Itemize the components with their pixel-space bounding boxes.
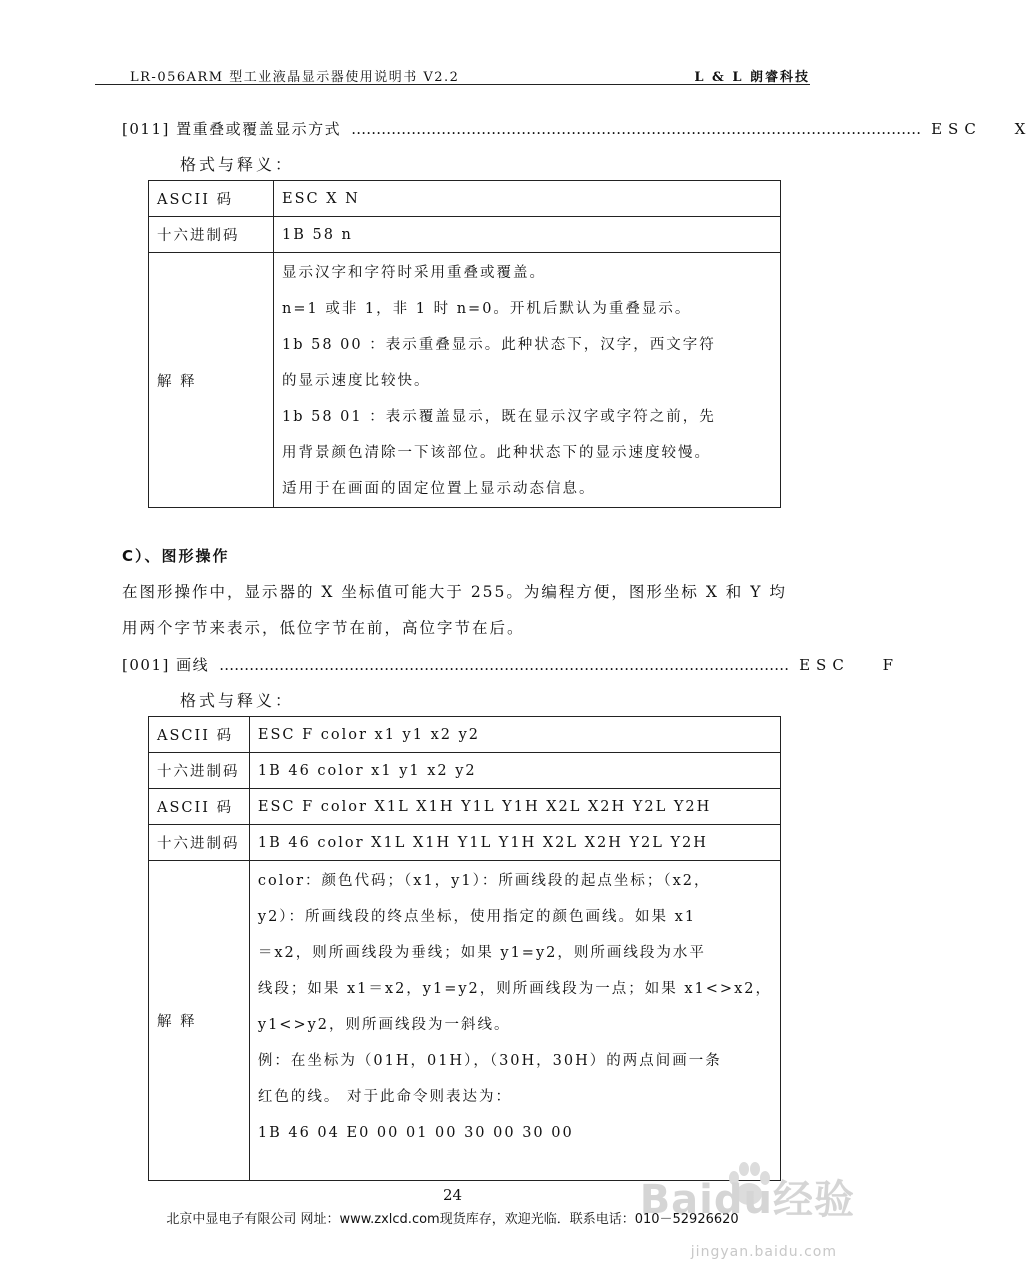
row-key: ASCII 码 [149,717,250,753]
explain-key: 解 释 [149,861,250,1181]
table-row [149,789,781,825]
format-label: 格式与释义： [180,691,295,710]
explain-line: y1<>y2，则所画线段为一斜线。 [257,1017,511,1033]
leader-dots: …………………………………………………………………………………………………… [351,120,922,138]
table-row [149,217,781,253]
footer-contact: 北京中显电子有限公司 网址：www.zxlcd.com现货库存，欢迎光临．联系电话：010－52926620 [166,1212,739,1227]
spec-table-esc-x [148,180,781,508]
leader-dots: …………………………………………………………………………………………………… [219,656,790,674]
section-paragraph [122,574,812,646]
explain-line: color：颜色代码；（x1，y1）：所画线段的起点坐标；（x2， [257,873,711,889]
explain-cell [249,861,780,1181]
entry-001-heading [122,654,899,675]
explain-line: 线段；如果 x1＝x2，y1=y2，则所画线段为一点；如果 x1<>x2， [257,981,772,997]
spec-table-esc-f [148,716,781,1181]
table-row [149,181,781,217]
explain-line: 红色的线。 对于此命令则表达为： [257,1089,512,1105]
entry-label: [001] 画线 [122,656,210,674]
explain-line: y2）：所画线段的终点坐标，使用指定的颜色画线。如果 x1 [257,909,697,925]
explain-line: 例：在坐标为（01H，01H），（30H，30H）的两点间画一条 [257,1053,722,1069]
explain-line: 用背景颜色清除一下该部位。此种状态下的显示速度较慢。 [282,445,711,461]
paragraph-line: 用两个字节来表示，低位字节在前，高位字节在后。 [122,619,525,637]
row-value: ESC X N [274,181,781,217]
explain-key: 解 释 [149,253,274,508]
table-row [149,717,781,753]
row-value: ESC F color X1L X1H Y1L Y1H X2L X2H Y2L Y2H [249,789,780,825]
explain-line: n=1 或非 1，非 1 时 n=0。开机后默认为重叠显示。 [282,301,692,317]
paragraph-line: 在图形操作中，显示器的 X 坐标值可能大于 255。为编程方便，图形坐标 X 和 Y 均 [122,583,787,601]
row-key: ASCII 码 [149,789,250,825]
table-row-explain [149,253,781,508]
explain-cell [274,253,781,508]
header-title: LR-056ARM 型工业液晶显示器使用说明书 V2.2 [130,70,460,85]
row-value: ESC F color x1 y1 x2 y2 [249,717,780,753]
explain-line: 1b 58 00 ：表示重叠显示。此种状态下，汉字，西文字符 [282,337,716,353]
row-value: 1B 46 color X1L X1H Y1L Y1H X2L X2H Y2L Y2H [249,825,780,861]
explain-line: 显示汉字和字符时采用重叠或覆盖。 [282,265,546,281]
row-key: 十六进制码 [149,217,274,253]
row-value: 1B 46 color x1 y1 x2 y2 [249,753,780,789]
table-row-explain [149,861,781,1181]
row-value: 1B 58 n [274,217,781,253]
explain-line: ＝x2，则所画线段为垂线；如果 y1=y2，则所画线段为水平 [257,945,706,961]
format-label: 格式与释义： [180,155,295,174]
row-key: ASCII 码 [149,181,274,217]
page-number: 24 [442,1186,463,1204]
table-row [149,825,781,861]
row-key: 十六进制码 [149,753,250,789]
explain-line: 1b 58 01 ：表示覆盖显示，既在显示汉字或字符之前，先 [282,409,716,425]
entry-command: ESC X [931,120,1031,138]
explain-line: 的显示速度比较快。 [282,373,431,389]
baidu-jingyan-watermark: Baidu经验 [639,1177,855,1223]
row-key: 十六进制码 [149,825,250,861]
header-company: L & L 朗睿科技 [694,70,810,85]
header-divider [95,84,810,85]
entry-command: ESC F [799,656,899,674]
explain-line: 1B 46 04 E0 00 01 00 30 00 30 00 [257,1125,574,1141]
section-heading: C）、图形操作 [122,547,230,565]
entry-label: [011] 置重叠或覆盖显示方式 [122,120,342,138]
table-row [149,753,781,789]
entry-011-heading [122,118,1031,139]
watermark-url: jingyan.baidu.com [690,1244,837,1260]
explain-line: 适用于在画面的固定位置上显示动态信息。 [282,481,596,497]
